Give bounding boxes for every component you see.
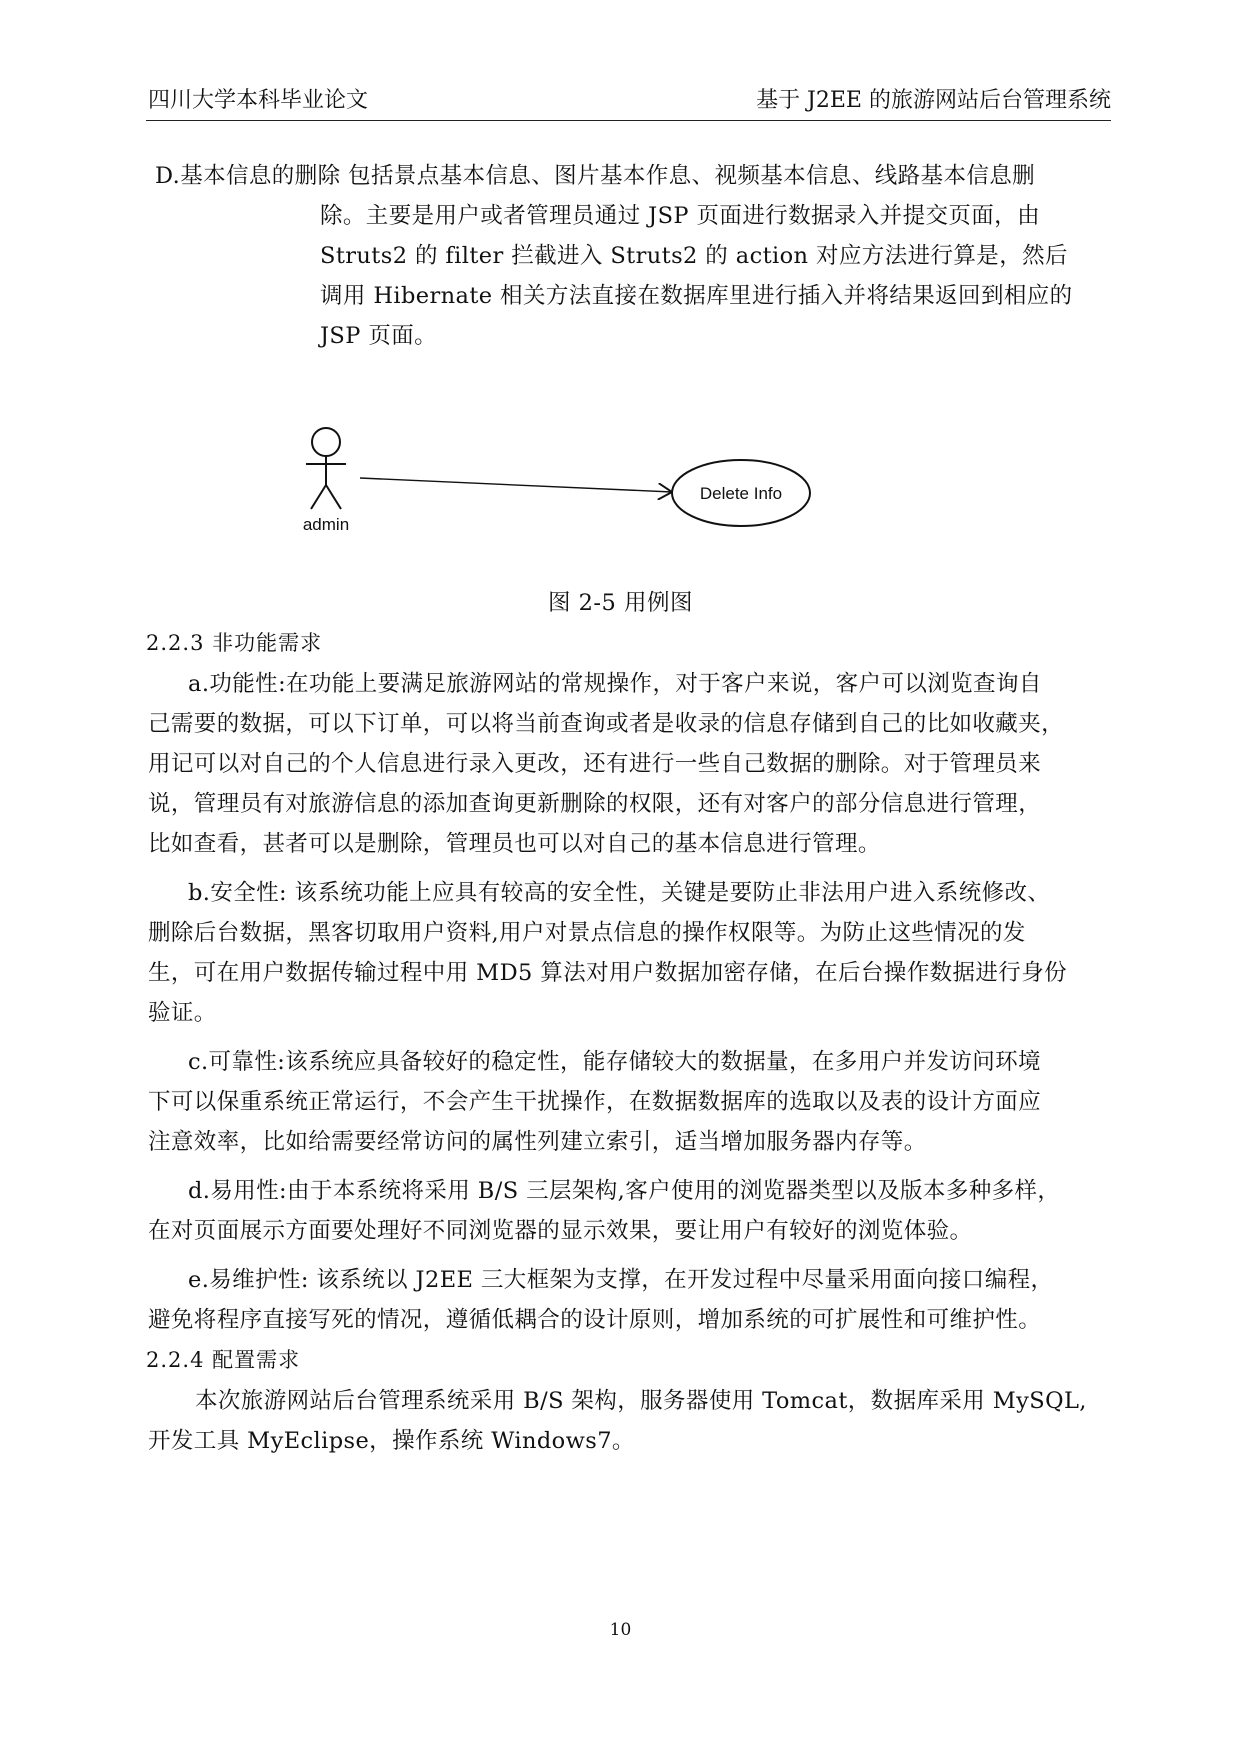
section-223-line-2: 己需要的数据，可以下订单，可以将当前查询或者是收录的信息存储到自己的比如收藏夹， bbox=[148, 711, 1065, 737]
deletion-line-2: 除。主要是用户或者管理员通过 JSP 页面进行数据录入并提交页面，由 bbox=[320, 203, 1040, 229]
section-223-line-13: d.易用性:由于本系统将采用 B/S 三层架构,客户使用的浏览器类型以及版本多种多样， bbox=[188, 1178, 1061, 1204]
deletion-line-3: Struts2 的 filter 拦截进入 Struts2 的 action 对应方法进行算是，然后 bbox=[320, 243, 1068, 269]
section-223-line-3: 用记可以对自己的个人信息进行录入更改，还有进行一些自己数据的删除。对于管理员来 bbox=[148, 751, 1042, 777]
figure-caption: 图 2-5 用例图 bbox=[547, 590, 694, 616]
section-223-line-9: 验证。 bbox=[148, 1000, 217, 1026]
use-case-diagram-svg bbox=[290, 415, 830, 550]
section-224-line-1: 本次旅游网站后台管理系统采用 B/S 架构，服务器使用 Tomcat，数据库采用 MySQL, bbox=[195, 1388, 1087, 1414]
section-223-line-10: c.可靠性:该系统应具备较好的稳定性，能存储较大的数据量，在多用户并发访问环境 bbox=[188, 1049, 1041, 1075]
section-224-line-2: 开发工具 MyEclipse，操作系统 Windows7。 bbox=[148, 1428, 635, 1454]
deletion-line-5: JSP 页面。 bbox=[320, 323, 438, 349]
section-223-line-12: 注意效率，比如给需要经常访问的属性列建立索引，适当增加服务器内存等。 bbox=[148, 1129, 927, 1155]
section-223-line-15: e.易维护性: 该系统以 J2EE 三大框架为支撑，在开发过程中尽量采用面向接口编程， bbox=[188, 1267, 1054, 1293]
section-223-line-1: a.功能性:在功能上要满足旅游网站的常规操作，对于客户来说，客户可以浏览查询自 bbox=[188, 671, 1042, 697]
section-223-line-14: 在对页面展示方面要处理好不同浏览器的显示效果，要让用户有较好的浏览体验。 bbox=[148, 1218, 973, 1244]
section-223-line-11: 下可以保重系统正常运行，不会产生干扰操作，在数据数据库的选取以及表的设计方面应 bbox=[148, 1089, 1042, 1115]
section-224-heading: 2.2.4 配置需求 bbox=[146, 1348, 301, 1372]
page-number: 10 bbox=[609, 1620, 632, 1640]
header-left-title: 四川大学本科毕业论文 bbox=[148, 88, 369, 113]
section-223-line-8: 生，可在用户数据传输过程中用 MD5 算法对用户数据加密存储，在后台操作数据进行身份 bbox=[148, 960, 1067, 986]
section-223-line-5: 比如查看，甚者可以是删除，管理员也可以对自己的基本信息进行管理。 bbox=[148, 831, 881, 857]
section-223-line-16: 避免将程序直接写死的情况，遵循低耦合的设计原则，增加系统的可扩展性和可维护性。 bbox=[148, 1307, 1042, 1333]
use-case-diagram bbox=[290, 415, 830, 550]
use-case-label: Delete Info bbox=[699, 484, 783, 503]
header-right-title: 基于 J2EE 的旅游网站后台管理系统 bbox=[756, 88, 1111, 113]
deletion-line-4: 调用 Hibernate 相关方法直接在数据库里进行插入并将结果返回到相应的 bbox=[320, 283, 1073, 309]
deletion-line-1: D.基本信息的删除 包括景点基本信息、图片基本作息、视频基本信息、线路基本信息删 bbox=[155, 163, 1036, 189]
section-223-line-7: 删除后台数据，黑客切取用户资料,用户对景点信息的操作权限等。为防止这些情况的发 bbox=[148, 920, 1026, 946]
header-divider bbox=[146, 120, 1111, 121]
section-223-line-4: 说，管理员有对旅游信息的添加查询更新删除的权限，还有对客户的部分信息进行管理， bbox=[148, 791, 1042, 817]
actor-figure bbox=[306, 428, 346, 509]
section-223-heading: 2.2.3 非功能需求 bbox=[146, 631, 323, 655]
association-arrow bbox=[360, 478, 672, 492]
actor-label: admin bbox=[302, 515, 350, 534]
section-223-line-6: b.安全性: 该系统功能上应具有较高的安全性，关键是要防止非法用户进入系统修改、 bbox=[188, 880, 1051, 906]
